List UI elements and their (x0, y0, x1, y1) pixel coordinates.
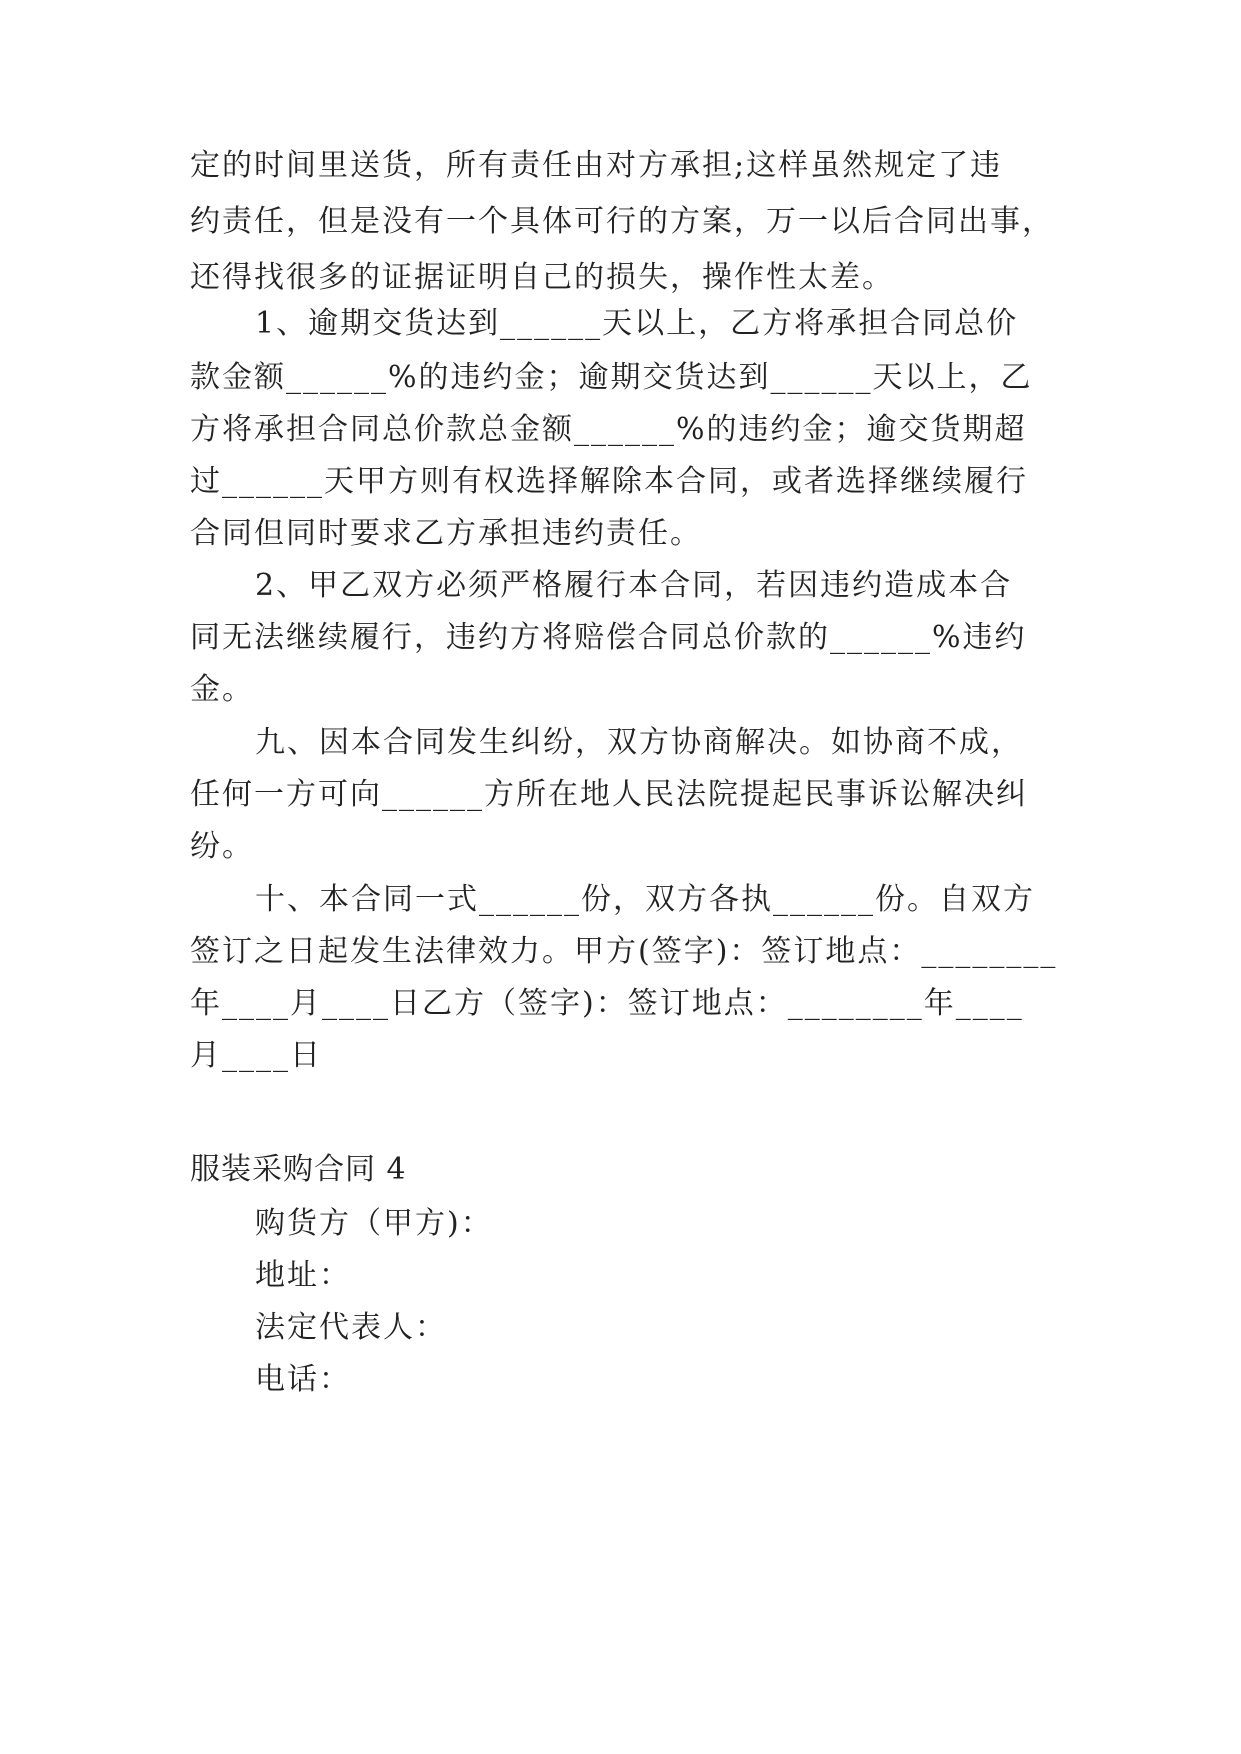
paragraph-line: 定的时间里送货，所有责任由对方承担;这样虽然规定了违 (190, 148, 1003, 183)
paragraph-line: 还得找很多的证据证明自己的损失，操作性太差。 (190, 260, 894, 295)
paragraph-line: 十、本合同一式______份，双方各执______份。自双方 (255, 882, 1035, 917)
paragraph-line: 2、甲乙双方必须严格履行本合同，若因违约造成本合 (255, 568, 1013, 603)
address-field-label: 地址： (255, 1258, 351, 1293)
paragraph-line: 年____月____日乙方（签字)：签订地点：________年____ (190, 986, 1024, 1021)
paragraph-line: 合同但同时要求乙方承担违约责任。 (190, 516, 702, 551)
paragraph-line: 签订之日起发生法律效力。甲方(签字)：签订地点：________ (190, 934, 1058, 969)
legal-representative-field-label: 法定代表人： (255, 1310, 447, 1345)
paragraph-line: 款金额______%的违约金；逾期交货达到______天以上，乙 (190, 360, 1033, 395)
paragraph-line: 金。 (190, 672, 254, 707)
paragraph-line: 1、逾期交货达到______天以上，乙方将承担合同总价 (255, 306, 1019, 341)
paragraph-line: 过______天甲方则有权选择解除本合同，或者选择继续履行 (190, 464, 1028, 499)
phone-field-label: 电话： (255, 1362, 351, 1397)
paragraph-line: 纷。 (190, 829, 254, 864)
paragraph-line: 任何一方可向______方所在地人民法院提起民事诉讼解决纠 (190, 777, 1028, 812)
paragraph-line: 方将承担合同总价款总金额______%的违约金；逾交货期超 (190, 412, 1027, 447)
paragraph-line: 同无法继续履行，违约方将赔偿合同总价款的______%违约 (190, 620, 1027, 655)
section-title: 服装采购合同 4 (190, 1152, 407, 1187)
paragraph-line: 月____日 (190, 1038, 322, 1073)
buyer-field-label: 购货方（甲方)： (255, 1206, 493, 1241)
paragraph-line: 九、因本合同发生纠纷，双方协商解决。如协商不成， (255, 725, 1023, 760)
paragraph-line: 约责任，但是没有一个具体可行的方案，万一以后合同出事， (190, 204, 1054, 239)
